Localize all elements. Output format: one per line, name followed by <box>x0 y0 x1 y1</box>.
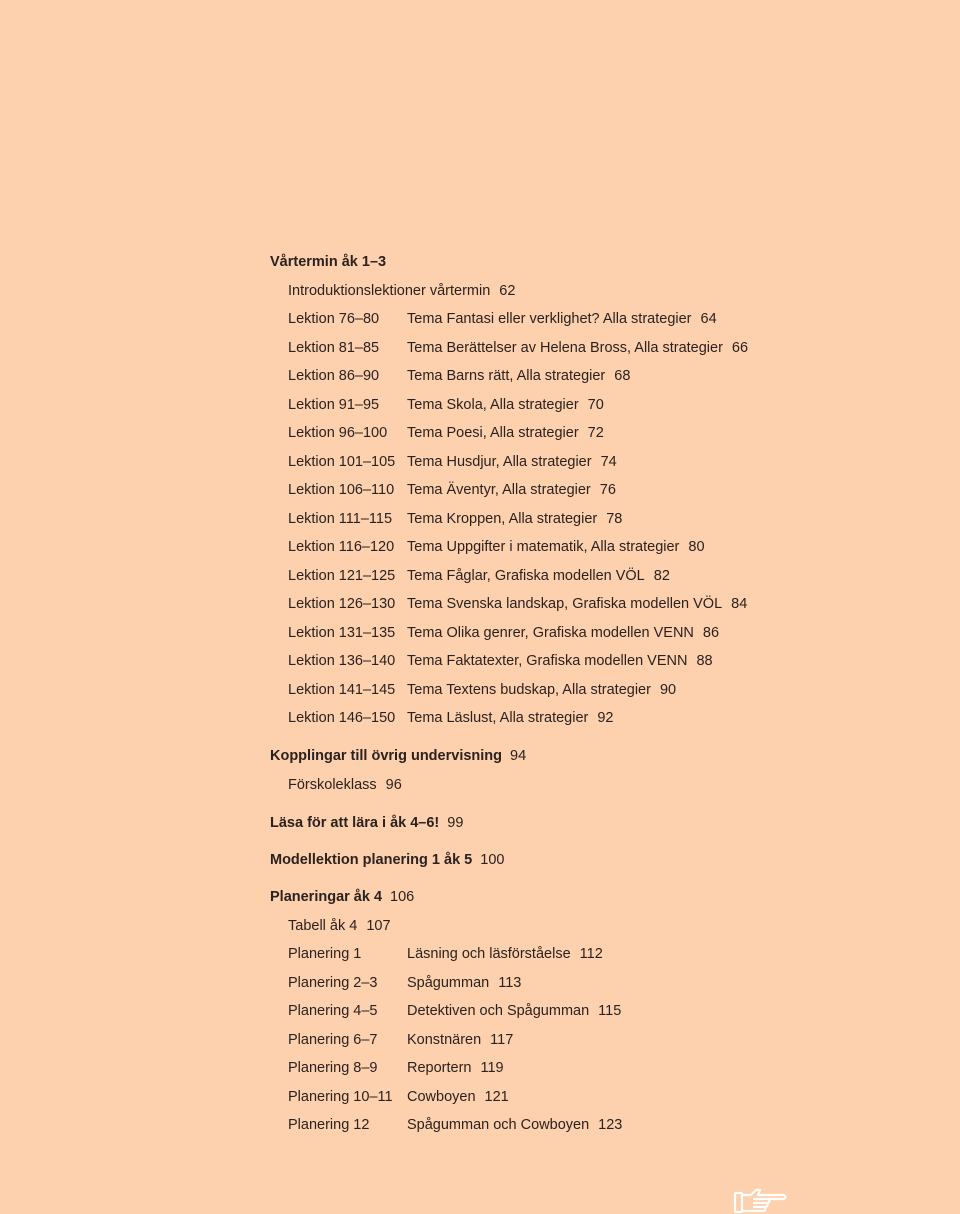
lesson-theme: Tema Läslust, Alla strategier <box>407 710 589 726</box>
planning-row <box>288 1087 509 1107</box>
page-number: 78 <box>606 511 623 527</box>
planning-row <box>288 1030 513 1050</box>
lesson-row <box>288 423 604 443</box>
lesson-theme: Tema Fåglar, Grafiska modellen VÖL <box>407 568 645 584</box>
page-number: 100 <box>480 852 505 868</box>
planning-row <box>288 1058 504 1078</box>
toc-entry <box>288 916 391 936</box>
lesson-row <box>288 594 747 614</box>
section-heading <box>270 887 414 907</box>
lesson-theme: Tema Husdjur, Alla strategier <box>407 454 592 470</box>
page-number: 70 <box>587 397 604 413</box>
lesson-theme: Tema Uppgifter i matematik, Alla strategier <box>407 539 680 555</box>
section-title: Läsa för att lära i åk 4–6! <box>270 815 440 831</box>
lesson-row <box>288 395 604 415</box>
lesson-label: Lektion 141–145 <box>288 682 396 698</box>
lesson-label: Lektion 126–130 <box>288 596 396 612</box>
lesson-row <box>288 452 617 472</box>
toc-entry <box>288 281 515 301</box>
section-title: Vårtermin åk 1–3 <box>270 254 387 270</box>
lesson-theme: Tema Berättelser av Helena Bross, Alla strategier <box>407 340 723 356</box>
section-heading <box>270 746 526 766</box>
lesson-row <box>288 708 613 728</box>
page-number: 76 <box>599 482 616 498</box>
planning-label: Planering 6–7 <box>288 1032 378 1048</box>
page-number: 82 <box>653 568 670 584</box>
planning-theme: Spågumman och Cowboyen <box>407 1117 590 1133</box>
planning-theme: Läsning och läsförståelse <box>407 946 571 962</box>
lesson-row <box>288 566 670 586</box>
planning-label: Planering 1 <box>288 946 362 962</box>
lesson-label: Lektion 146–150 <box>288 710 396 726</box>
lesson-theme: Tema Fantasi eller verklighet? Alla strategier <box>407 311 692 327</box>
planning-theme: Konstnären <box>407 1032 482 1048</box>
planning-theme: Reportern <box>407 1060 472 1076</box>
lesson-label: Lektion 111–115 <box>288 511 393 527</box>
section-heading <box>270 850 504 870</box>
lesson-label: Lektion 91–95 <box>288 397 380 413</box>
lesson-theme: Tema Textens budskap, Alla strategier <box>407 682 651 698</box>
section-title: Planeringar åk 4 <box>270 889 383 905</box>
planning-label: Planering 8–9 <box>288 1060 378 1076</box>
page-number: 88 <box>696 653 713 669</box>
lesson-label: Lektion 86–90 <box>288 368 380 384</box>
section-heading <box>270 813 463 833</box>
entry-text: Tabell åk 4 <box>288 918 358 934</box>
lesson-row <box>288 480 616 500</box>
lesson-row <box>288 623 719 643</box>
lesson-label: Lektion 131–135 <box>288 625 396 641</box>
page-number: 99 <box>447 815 464 831</box>
lesson-label: Lektion 76–80 <box>288 311 380 327</box>
lesson-theme: Tema Svenska landskap, Grafiska modellen VÖL <box>407 596 723 612</box>
page-number: 121 <box>484 1089 509 1105</box>
page-number: 119 <box>480 1060 504 1076</box>
lesson-row <box>288 651 713 671</box>
lesson-label: Lektion 96–100 <box>288 425 388 441</box>
planning-theme: Spågumman <box>407 975 490 991</box>
lesson-label: Lektion 121–125 <box>288 568 396 584</box>
pointing-hand-icon <box>732 1184 788 1214</box>
lesson-row <box>288 680 676 700</box>
lesson-row <box>288 509 622 529</box>
page-number: 84 <box>731 596 748 612</box>
page-number: 90 <box>659 682 677 698</box>
page-number: 64 <box>700 311 717 327</box>
page-number: 112 <box>579 946 603 962</box>
page-number: 74 <box>600 454 617 470</box>
lesson-theme: Tema Äventyr, Alla strategier <box>407 482 591 498</box>
lesson-row <box>288 537 705 557</box>
section-heading <box>270 252 386 272</box>
lesson-label: Lektion 106–110 <box>288 482 395 498</box>
planning-row <box>288 944 603 964</box>
lesson-label: Lektion 101–105 <box>288 454 396 470</box>
page-number: 94 <box>510 748 527 764</box>
toc-entry <box>288 775 402 795</box>
lesson-theme: Tema Skola, Alla strategier <box>407 397 579 413</box>
planning-row <box>288 1001 621 1021</box>
lesson-row <box>288 366 630 386</box>
planning-row <box>288 973 521 993</box>
page-number: 115 <box>598 1003 622 1019</box>
section-title: Kopplingar till övrig undervisning <box>270 748 503 764</box>
lesson-row <box>288 338 748 358</box>
planning-theme: Detektiven och Spågumman <box>407 1003 590 1019</box>
lesson-theme: Tema Poesi, Alla strategier <box>407 425 579 441</box>
lesson-theme: Tema Kroppen, Alla strategier <box>407 511 598 527</box>
lesson-label: Lektion 81–85 <box>288 340 380 356</box>
page-number: 107 <box>366 918 391 934</box>
page-number: 117 <box>490 1032 514 1048</box>
planning-row <box>288 1115 622 1135</box>
entry-text: Introduktionslektioner vårtermin <box>288 283 491 299</box>
lesson-row <box>288 309 717 329</box>
page-number: 80 <box>688 539 705 555</box>
lesson-theme: Tema Olika genrer, Grafiska modellen VENN <box>407 625 694 641</box>
page-number: 113 <box>498 975 522 991</box>
page-number: 62 <box>499 283 516 299</box>
planning-label: Planering 10–11 <box>288 1089 393 1105</box>
planning-label: Planering 12 <box>288 1117 370 1133</box>
planning-label: Planering 2–3 <box>288 975 378 991</box>
page-number: 68 <box>614 368 631 384</box>
lesson-theme: Tema Barns rätt, Alla strategier <box>407 368 606 384</box>
page-number: 106 <box>390 889 415 905</box>
page-number: 96 <box>385 777 402 793</box>
page-number: 72 <box>587 425 604 441</box>
page-number: 92 <box>597 710 614 726</box>
lesson-theme: Tema Faktatexter, Grafiska modellen VENN <box>407 653 688 669</box>
planning-label: Planering 4–5 <box>288 1003 378 1019</box>
page-number: 86 <box>702 625 720 641</box>
lesson-label: Lektion 116–120 <box>288 539 395 555</box>
planning-theme: Cowboyen <box>407 1089 476 1105</box>
page-number: 123 <box>598 1117 623 1133</box>
section-title: Modellektion planering 1 åk 5 <box>270 852 473 868</box>
entry-text: Förskoleklass <box>288 777 377 793</box>
lesson-label: Lektion 136–140 <box>288 653 396 669</box>
page-number: 66 <box>731 340 749 356</box>
